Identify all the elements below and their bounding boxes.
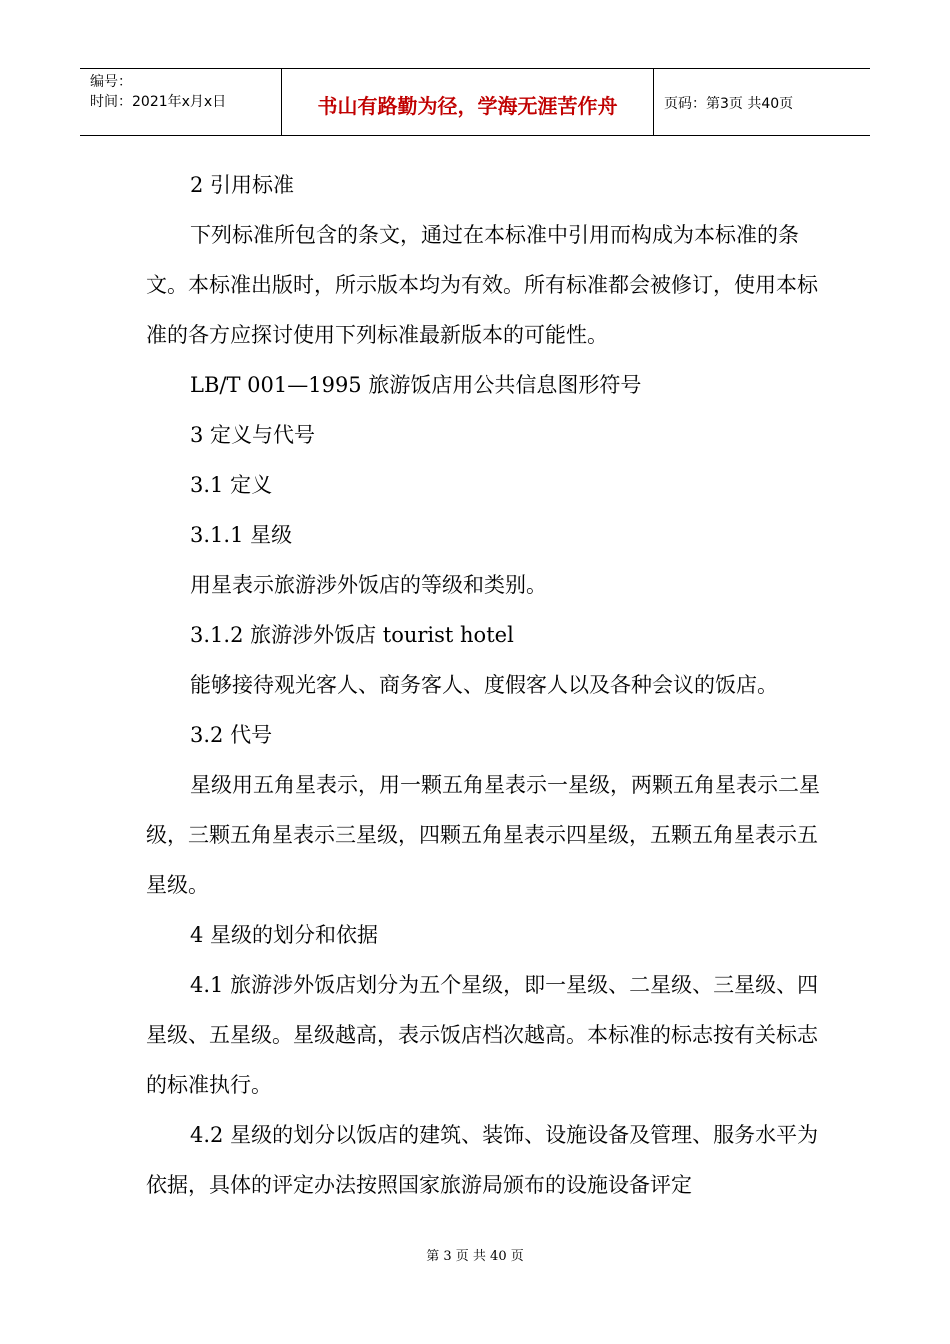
- section-heading-2: 2 引用标准: [190, 173, 295, 197]
- header-meta: [80, 69, 282, 135]
- subsection-heading-3-2: 3.2 代号: [190, 723, 273, 747]
- paragraph: 用星表示旅游涉外饭店的等级和类别。: [190, 573, 547, 597]
- subsection-heading-3-1-2: 3.1.2 旅游涉外饭店 tourist hotel: [190, 623, 514, 647]
- subsection-heading-3-1-1: 3.1.1 星级: [190, 523, 293, 547]
- section-heading-4: 4 星级的划分和依据: [190, 923, 379, 947]
- page-header: [80, 68, 870, 136]
- reference-standard: LB/T 001—1995 旅游饭店用公共信息图形符号: [190, 373, 642, 397]
- paragraph: 星级用五角星表示，用一颗五角星表示一星级，两颗五角星表示二星级，三颗五角星表示三星级，四颗五角星表示四星级，五颗五角星表示五星级。: [146, 773, 820, 897]
- section-heading-3: 3 定义与代号: [190, 423, 316, 447]
- paragraph-4-1: 4.1 旅游涉外饭店划分为五个星级，即一星级、二星级、三星级、四星级、五星级。星级越高，表示饭店档次越高。本标准的标志按有关标志的标准执行。: [146, 973, 819, 1097]
- document-body: [146, 160, 826, 1210]
- header-motto: 书山有路勤为径，学海无涯苦作舟: [282, 69, 654, 135]
- paragraph: 下列标准所包含的条文，通过在本标准中引用而构成为本标准的条文。本标准出版时，所示版本均为有效。所有标准都会被修订，使用本标准的各方应探讨使用下列标准最新版本的可能性。: [146, 223, 818, 347]
- document-date: 时间：2021年x月x日: [90, 94, 227, 110]
- paragraph: 能够接待观光客人、商务客人、度假客人以及各种会议的饭店。: [190, 673, 778, 697]
- paragraph-4-2: 4.2 星级的划分以饭店的建筑、装饰、设施设备及管理、服务水平为依据，具体的评定办法按照国家旅游局颁布的设施设备评定: [146, 1123, 819, 1197]
- subsection-heading-3-1: 3.1 定义: [190, 473, 273, 497]
- header-page-info: 页码：第3页 共40页: [664, 96, 794, 112]
- document-number-label: 编号：: [90, 74, 132, 90]
- page-footer: 第 3 页 共 40 页: [426, 1249, 524, 1264]
